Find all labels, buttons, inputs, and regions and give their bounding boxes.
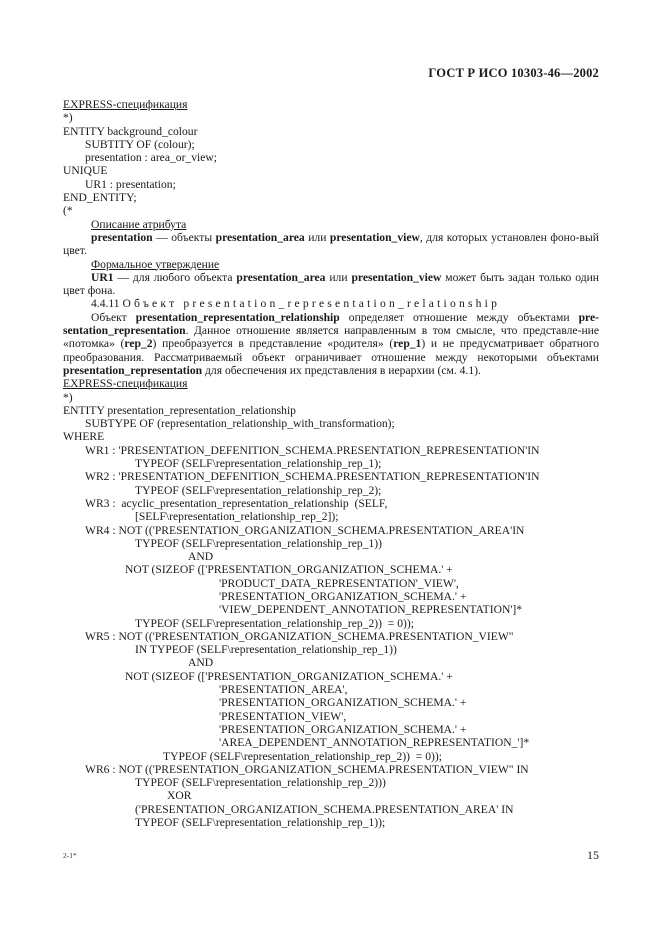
express-code-line: TYPEOF (SELF\representation_relationship_rep_2)) = 0)); [135,616,414,630]
express-code-line: TYPEOF (SELF\representation_relationship_rep_2))) [135,776,386,790]
express-code-line: WR5 : NOT (('PRESENTATION_ORGANIZATION_SCHEMA.PRESENTATION_VIEW" [85,629,514,643]
express-code-line: 'VIEW_DEPENDENT_ANNOTATION_REPRESENTATION']* [219,603,523,617]
express-code-line: TYPEOF (SELF\representation_relationship_rep_1)) [135,536,382,550]
express-code-line: AND [188,656,214,670]
section-title: Объект presentation_representation_relationship [122,297,501,311]
express-code-line: NOT (SIZEOF (['PRESENTATION_ORGANIZATION_SCHEMA.' + [125,669,453,683]
section-heading [63,297,599,310]
express-code-line: TYPEOF (SELF\representation_relationship_rep_1); [135,457,382,471]
attribute-description-heading: Описание атрибута [91,217,187,231]
express-code-line: EXPRESS-спецификация [63,98,188,111]
express-code-line: 'AREA_DEPENDENT_ANNOTATION_REPRESENTATION_']* [219,736,530,750]
express-code-line: presentation : area_or_view; [85,151,217,165]
express-spec-background-colour [63,98,599,218]
express-spec-presentation-representation-relationship [63,377,599,829]
section-paragraph: Объект presentation_representation_relationship определяет отношение между объектами pre-sentation_representation. Данное отношение является направленным в том смысле, что представле-ние «потомка» (rep_2) преобразуется в представление «родителя» (rep_1) и не предусматривает обратного преобразования. Рассматриваемый объект ограничивает отношение между некоторыми объектами presentation_representation для обеспечения их представления в иерархии (см. 4.1). [63,310,599,377]
express-code-line: WR1 : 'PRESENTATION_DEFENITION_SCHEMA.PRESENTATION_REPRESENTATION'IN [85,443,540,457]
express-code-line: ('PRESENTATION_ORGANIZATION_SCHEMA.PRESENTATION_AREA' IN [135,802,514,816]
express-code-line: WR6 : NOT (('PRESENTATION_ORGANIZATION_SCHEMA.PRESENTATION_VIEW" IN [85,762,529,776]
express-code-line: WR4 : NOT (('PRESENTATION_ORGANIZATION_SCHEMA.PRESENTATION_AREA'IN [85,523,525,537]
document-body [63,98,599,829]
footer-print-mark: 2-1* [63,851,77,860]
express-code-line: [SELF\representation_relationship_rep_2]); [135,510,339,524]
express-code-line: 'PRESENTATION_VIEW', [219,709,347,723]
express-code-line: XOR [167,789,192,803]
express-code-line: AND [188,550,214,564]
express-code-line: TYPEOF (SELF\representation_relationship_rep_1)); [135,816,386,830]
express-code-line: 'PRESENTATION_ORGANIZATION_SCHEMA.' + [219,589,467,603]
express-code-line: WR3 : acyclic_presentation_representation_relationship (SELF, [85,496,388,510]
express-code-line: TYPEOF (SELF\representation_relationship_rep_2)) = 0)); [163,749,442,763]
express-code-line: END_ENTITY; [63,191,137,205]
express-code-line: ENTITY presentation_representation_relationship [63,403,296,417]
attribute-description-paragraph: presentation — объекты presentation_area или presentation_view, для которых установлен фоно-вый цвет. [63,230,599,258]
express-code-line: 'PRODUCT_DATA_REPRESENTATION'_VIEW', [219,576,459,590]
express-code-line: *) [63,111,73,125]
page-header-standard-number: ГОСТ Р ИСО 10303-46—2002 [428,66,599,80]
express-code-line: EXPRESS-спецификация [63,377,188,391]
express-code-line: *) [63,390,73,404]
express-code-line: UNIQUE [63,164,108,178]
express-code-line: UR1 : presentation; [85,177,176,191]
express-code-line: NOT (SIZEOF (['PRESENTATION_ORGANIZATION_SCHEMA.' + [125,563,453,577]
formal-proposition-heading: Формальное утверждение [91,257,220,271]
express-code-line: (* [63,204,73,218]
express-code-line: SUBTYPE OF (representation_relationship_with_transformation); [85,417,395,431]
section-number: 4.4.11 [91,297,120,311]
express-code-line: SUBTITY OF (colour); [85,137,195,151]
express-code-line: WHERE [63,430,105,444]
page-number: 15 [587,848,599,862]
express-code-line: IN TYPEOF (SELF\representation_relationship_rep_1)) [135,643,397,657]
express-code-line: WR2 : 'PRESENTATION_DEFENITION_SCHEMA.PRESENTATION_REPRESENTATION'IN [85,470,540,484]
express-code-line: ENTITY background_colour [63,124,198,138]
express-code-line: 'PRESENTATION_ORGANIZATION_SCHEMA.' + [219,696,467,710]
formal-proposition-paragraph: UR1 — для любого объекта presentation_area или presentation_view может быть задан только один цвет фона. [63,270,599,298]
express-code-line: 'PRESENTATION_AREA', [219,683,348,697]
express-code-line: 'PRESENTATION_ORGANIZATION_SCHEMA.' + [219,722,467,736]
express-code-line: TYPEOF (SELF\representation_relationship_rep_2); [135,483,382,497]
